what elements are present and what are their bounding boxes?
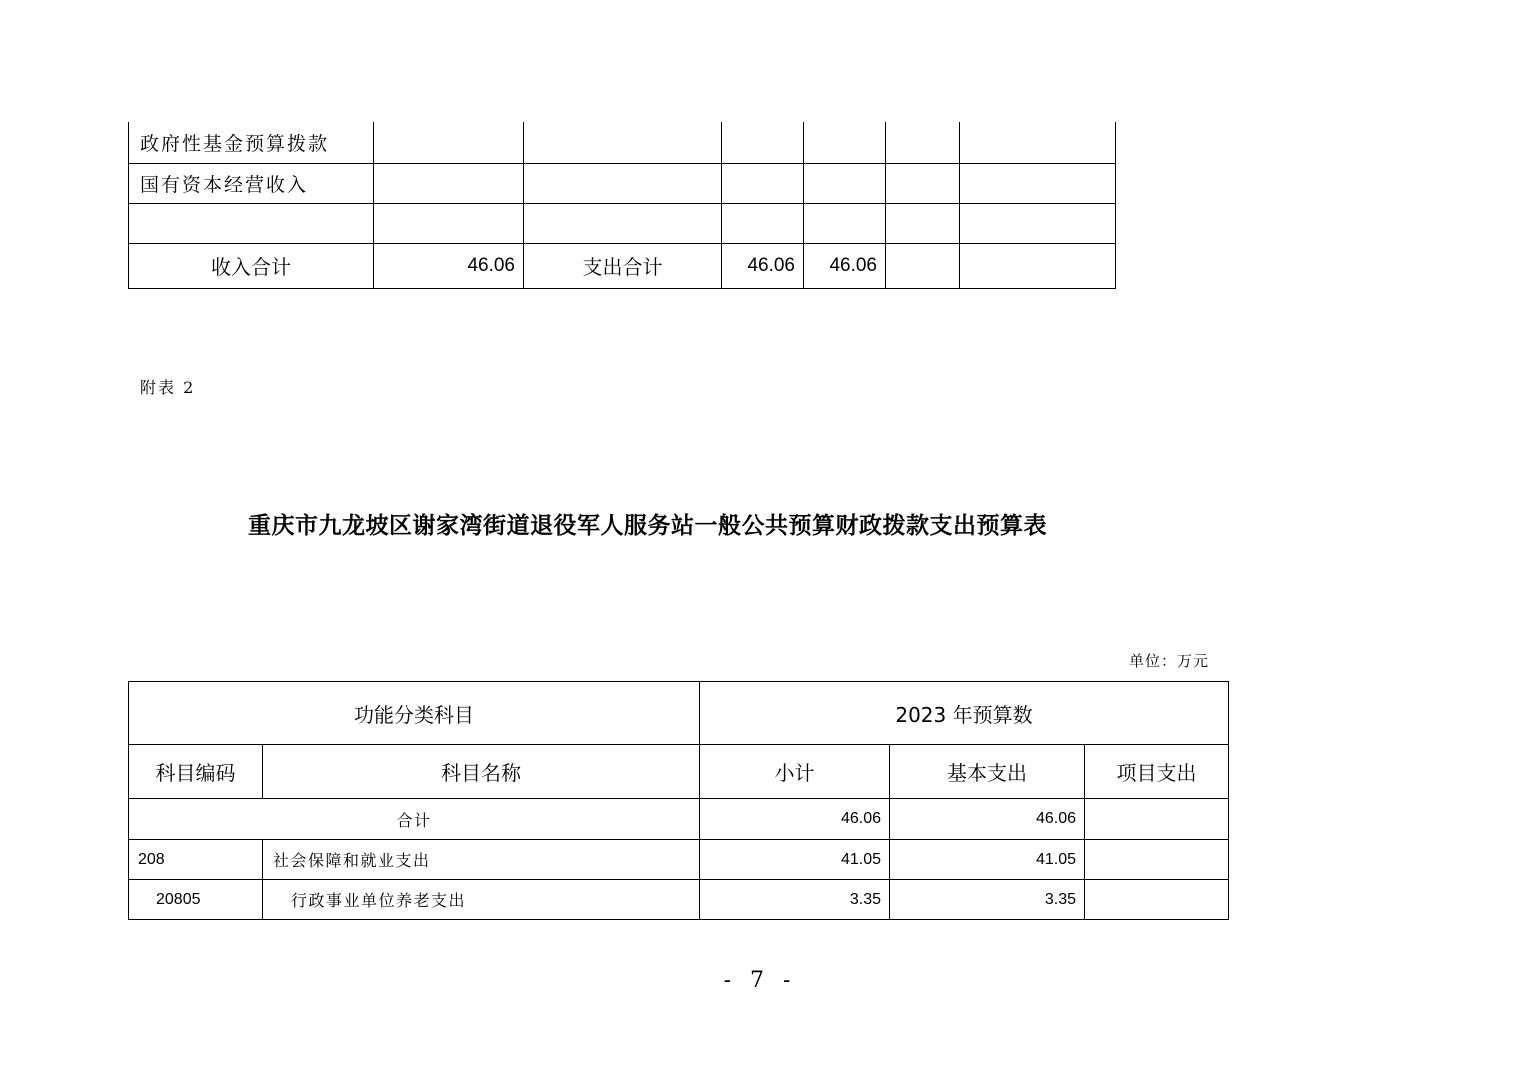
table-cell xyxy=(804,203,886,243)
table-cell xyxy=(524,203,722,243)
subject-code: 208 xyxy=(129,840,263,880)
expense-basic-value: 46.06 xyxy=(804,243,886,288)
table-cell xyxy=(886,203,960,243)
header-functional-classification: 功能分类科目 xyxy=(129,682,700,745)
income-total-label: 收入合计 xyxy=(129,243,374,288)
income-expense-summary-table xyxy=(128,122,1116,289)
subject-name: 行政事业单位养老支出 xyxy=(263,880,700,920)
table-cell xyxy=(886,122,960,163)
unit-label: 单位：万元 xyxy=(1129,652,1210,670)
table-cell xyxy=(374,163,524,203)
table-row xyxy=(129,880,1229,920)
table-row xyxy=(129,840,1229,880)
row-label: 政府性基金预算拨款 xyxy=(129,122,374,163)
header-budget-year: 2023 年预算数 xyxy=(700,682,1229,745)
expense-other-value xyxy=(960,243,1116,288)
table-cell xyxy=(722,122,804,163)
expense-total-label: 支出合计 xyxy=(524,243,722,288)
table-cell xyxy=(374,122,524,163)
table-cell xyxy=(804,163,886,203)
table-cell xyxy=(960,122,1116,163)
table-cell xyxy=(960,163,1116,203)
expense-total-value: 46.06 xyxy=(722,243,804,288)
project-value xyxy=(1085,840,1229,880)
basic-value: 41.05 xyxy=(890,840,1085,880)
row-label xyxy=(129,203,374,243)
project-value xyxy=(1085,880,1229,920)
table-row xyxy=(129,122,1116,163)
header-basic: 基本支出 xyxy=(890,745,1085,799)
page-title: 重庆市九龙坡区谢家湾街道退役军人服务站一般公共预算财政拨款支出预算表 xyxy=(248,512,1047,539)
header-code: 科目编码 xyxy=(129,745,263,799)
expense-project-value xyxy=(886,243,960,288)
total-label: 合计 xyxy=(129,799,700,840)
total-subtotal: 46.06 xyxy=(700,799,890,840)
table-cell xyxy=(524,122,722,163)
subject-code: 20805 xyxy=(129,880,263,920)
table-cell xyxy=(960,203,1116,243)
header-name: 科目名称 xyxy=(263,745,700,799)
table-cell xyxy=(804,122,886,163)
total-row xyxy=(129,243,1116,288)
budget-expenditure-table xyxy=(128,681,1229,920)
subtotal-value: 3.35 xyxy=(700,880,890,920)
attachment-label: 附表 2 xyxy=(140,378,196,397)
header-row xyxy=(129,745,1229,799)
subtotal-value: 41.05 xyxy=(700,840,890,880)
table-row xyxy=(129,163,1116,203)
table-cell xyxy=(722,203,804,243)
table-cell xyxy=(374,203,524,243)
income-total-value: 46.06 xyxy=(374,243,524,288)
total-row xyxy=(129,799,1229,840)
page-number: - 7 - xyxy=(723,968,797,993)
row-label: 国有资本经营收入 xyxy=(129,163,374,203)
table-row xyxy=(129,203,1116,243)
table-cell xyxy=(524,163,722,203)
subject-name: 社会保障和就业支出 xyxy=(263,840,700,880)
table-cell xyxy=(886,163,960,203)
header-project: 项目支出 xyxy=(1085,745,1229,799)
total-basic: 46.06 xyxy=(890,799,1085,840)
basic-value: 3.35 xyxy=(890,880,1085,920)
header-row xyxy=(129,682,1229,745)
total-project xyxy=(1085,799,1229,840)
header-subtotal: 小计 xyxy=(700,745,890,799)
table-cell xyxy=(722,163,804,203)
